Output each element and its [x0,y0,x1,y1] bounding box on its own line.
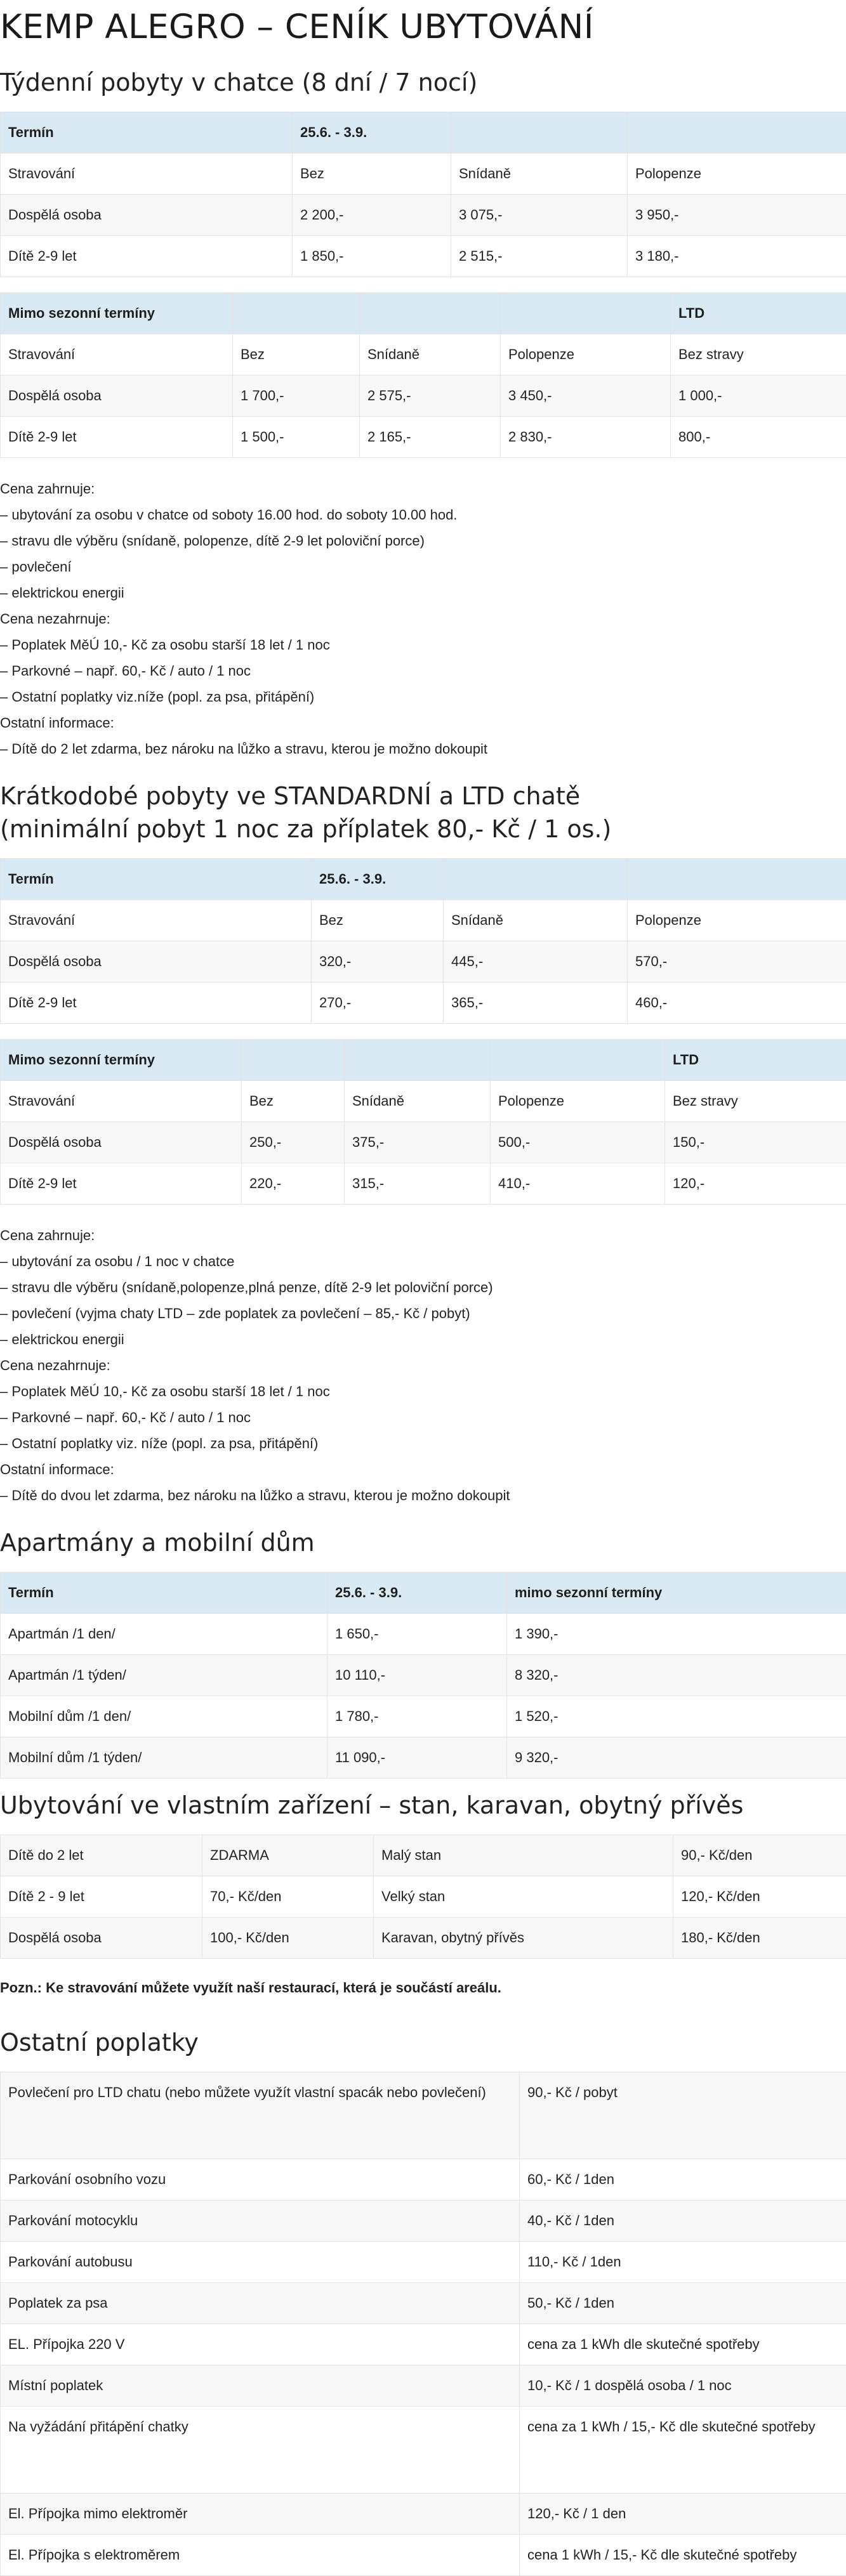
table-header-cell: 25.6. - 3.9. [327,1572,507,1614]
table-row [1,1163,846,1205]
table-cell: 3 180,- [628,236,846,277]
table-row [1,1655,846,1696]
table-header-cell [451,112,628,154]
table-cell: Poplatek za psa [1,2283,520,2324]
table-cell: Bez [312,900,444,941]
table-cell: 2 575,- [360,376,501,417]
short-offseason-table [0,1039,846,1205]
table-row [1,1614,846,1655]
table-cell: 800,- [671,417,846,458]
short-notes [0,1222,846,1508]
table-header-cell [444,859,628,900]
table-cell: Povlečení pro LTD chatu (nebo můžete využít vlastní spacák nebo povlečení) [1,2072,520,2159]
table-row [1,900,846,941]
table-cell: 40,- Kč / 1den [520,2200,846,2242]
table-cell: 100,- Kč/den [202,1918,374,1959]
table-cell: Místní poplatek [1,2365,520,2407]
table-cell: Dospělá osoba [1,1122,242,1163]
table-row [1,1081,846,1122]
table-row [1,1122,846,1163]
table-cell: 1 700,- [233,376,360,417]
table-row [1,2242,846,2283]
table-cell: Polopenze [628,900,846,941]
note-line: – Poplatek MěÚ 10,- Kč za osobu starší 18 let / 1 noc [0,1383,330,1399]
page-title: KEMP ALEGRO – CENÍK UBYTOVÁNÍ [0,8,594,46]
table-cell: Dítě 2 - 9 let [1,1876,202,1918]
table-header-cell: 25.6. - 3.9. [312,859,444,900]
table-cell: 120,- [665,1163,846,1205]
table-cell: 90,- Kč / pobyt [520,2072,846,2159]
table-row [1,2407,846,2494]
section-weekly-heading: Týdenní pobyty v chatce (8 dní / 7 nocí) [0,69,478,96]
table-cell: Snídaně [345,1081,491,1122]
table-row [1,417,846,458]
table-header-cell: LTD [671,293,846,334]
table-cell: 90,- Kč/den [673,1835,846,1876]
table-cell: Stravování [1,900,312,941]
table-header-cell [628,112,846,154]
table-cell: 220,- [242,1163,345,1205]
table-cell: 570,- [628,941,846,983]
table-header-cell: Mimo sezonní termíny [1,293,233,334]
table-row [1,983,846,1024]
table-row [1,2535,846,2576]
table-header-cell [501,293,671,334]
table-cell: 110,- Kč / 1den [520,2242,846,2283]
table-cell: Polopenze [491,1081,665,1122]
table-cell: Snídaně [360,334,501,376]
table-row [1,2159,846,2200]
table-cell: 10 110,- [327,1655,507,1696]
table-cell: Dítě 2-9 let [1,236,293,277]
table-row [1,195,846,236]
table-cell: 315,- [345,1163,491,1205]
table-cell: Snídaně [451,154,628,195]
table-cell: 2 200,- [293,195,451,236]
note-line: – Ostatní poplatky viz.níže (popl. za psa, přitápění) [0,689,315,705]
table-cell: 3 450,- [501,376,671,417]
note-line: – ubytování za osobu v chatce od soboty 16.00 hod. do soboty 10.00 hod. [0,507,458,523]
table-cell: EL. Přípojka 220 V [1,2324,520,2365]
table-cell: Apartmán /1 týden/ [1,1655,327,1696]
table-header-cell: Mimo sezonní termíny [1,1040,242,1081]
section-weekly-heading-wrap [0,66,846,99]
short-season-table [0,858,846,1024]
table-row [1,2324,846,2365]
table-header-cell [628,859,846,900]
table-cell: Velký stan [374,1876,673,1918]
weekly-offseason-table [0,292,846,458]
table-row [1,334,846,376]
table-cell: 320,- [312,941,444,983]
table-cell: 270,- [312,983,444,1024]
note-line: Ostatní informace: [0,1461,114,1477]
table-cell: Dospělá osoba [1,195,293,236]
note-line: Cena nezahrnuje: [0,1357,110,1373]
table-cell: El. Přípojka mimo elektroměr [1,2494,520,2535]
table-cell: Parkování osobního vozu [1,2159,520,2200]
table-header-row [1,293,846,334]
table-cell: 180,- Kč/den [673,1918,846,1959]
note-line: – Parkovné – např. 60,- Kč / auto / 1 noc [0,663,251,679]
table-row [1,1918,846,1959]
spacer [0,1024,846,1039]
table-cell: 1 000,- [671,376,846,417]
table-cell: Parkování motocyklu [1,2200,520,2242]
table-cell: 1 520,- [507,1696,846,1737]
restaurant-note: Pozn.: Ke stravování můžete využít naší restaurací, která je součástí areálu. [0,1980,501,1996]
table-cell: cena za 1 kWh dle skutečné spotřeby [520,2324,846,2365]
table-row [1,2200,846,2242]
table-cell: 2 515,- [451,236,628,277]
table-cell: 1 780,- [327,1696,507,1737]
table-cell: Dítě 2-9 let [1,983,312,1024]
note-line: Cena zahrnuje: [0,481,95,497]
table-row [1,1737,846,1779]
table-row [1,2365,846,2407]
table-cell: 70,- Kč/den [202,1876,374,1918]
table-cell: 1 650,- [327,1614,507,1655]
other-fees-table [0,2072,846,2576]
table-cell: Bez [233,334,360,376]
section-apartments-heading: Apartmány a mobilní dům [0,1529,315,1557]
table-cell: 3 950,- [628,195,846,236]
table-header-cell: LTD [665,1040,846,1081]
table-cell: 50,- Kč / 1den [520,2283,846,2324]
table-cell: 410,- [491,1163,665,1205]
table-header-cell [233,293,360,334]
table-row [1,2494,846,2535]
table-cell: Stravování [1,154,293,195]
apartments-table [0,1572,846,1779]
table-header-row [1,859,846,900]
note-line: – povlečení (vyjma chaty LTD – zde poplatek za povlečení – 85,- Kč / pobyt) [0,1305,470,1321]
table-row [1,376,846,417]
note-line: Ostatní informace: [0,715,114,731]
table-row [1,1876,846,1918]
table-cell: 9 320,- [507,1737,846,1779]
note-line: – stravu dle výběru (snídaně,polopenze,plná penze, dítě 2-9 let poloviční porce) [0,1279,493,1295]
section-short-heading-line2: (minimální pobyt 1 noc za příplatek 80,- Kč / 1 os.) [0,815,612,843]
table-row [1,154,846,195]
table-cell: 2 830,- [501,417,671,458]
section-short-heading-wrap [0,780,846,846]
table-row [1,236,846,277]
table-header-cell: 25.6. - 3.9. [293,112,451,154]
note-line: – Ostatní poplatky viz. níže (popl. za psa, přitápění) [0,1435,319,1451]
note-line: – stravu dle výběru (snídaně, polopenze, dítě 2-9 let poloviční porce) [0,533,425,549]
weekly-notes [0,476,846,762]
section-other-fees-heading: Ostatní poplatky [0,2029,199,2056]
table-header-cell [242,1040,345,1081]
table-cell: Dítě 2-9 let [1,1163,242,1205]
note-line: – elektrickou energii [0,585,124,601]
own-equipment-table [0,1834,846,1959]
table-cell: Polopenze [501,334,671,376]
table-cell: Karavan, obytný přívěs [374,1918,673,1959]
weekly-season-table [0,112,846,277]
table-cell: ZDARMA [202,1835,374,1876]
table-cell: 2 165,- [360,417,501,458]
section-short-heading-line1: Krátkodobé pobyty ve STANDARDNÍ a LTD chatě [0,782,581,810]
table-cell: Parkování autobusu [1,2242,520,2283]
table-header-cell [491,1040,665,1081]
table-cell: 365,- [444,983,628,1024]
table-cell: Polopenze [628,154,846,195]
table-cell: Stravování [1,334,233,376]
table-header-cell [345,1040,491,1081]
table-cell: 460,- [628,983,846,1024]
table-cell: 250,- [242,1122,345,1163]
note-line: – Parkovné – např. 60,- Kč / auto / 1 noc [0,1409,251,1425]
table-cell: 8 320,- [507,1655,846,1696]
table-cell: cena 1 kWh / 15,- Kč dle skutečné spotřeby [520,2535,846,2576]
section-own-equipment-heading-wrap [0,1789,846,1822]
table-cell: Bez [293,154,451,195]
table-row [1,941,846,983]
table-cell: Na vyžádání přitápění chatky [1,2407,520,2494]
table-cell: Mobilní dům /1 týden/ [1,1737,327,1779]
note-line: – elektrickou energii [0,1331,124,1347]
section-other-fees-heading-wrap [0,2026,846,2059]
table-header-cell: mimo sezonní termíny [507,1572,846,1614]
table-row [1,1696,846,1737]
note-line: – Poplatek MěÚ 10,- Kč za osobu starší 18 let / 1 noc [0,637,330,653]
table-cell: 11 090,- [327,1737,507,1779]
table-cell: 375,- [345,1122,491,1163]
note-line: – Dítě do 2 let zdarma, bez nároku na lůžko a stravu, kterou je možno dokoupit [0,741,487,757]
table-header-cell: Termín [1,859,312,900]
table-cell: 500,- [491,1122,665,1163]
note-line: – povlečení [0,559,72,575]
note-line: – Dítě do dvou let zdarma, bez nároku na lůžko a stravu, kterou je možno dokoupit [0,1487,510,1503]
table-row [1,2283,846,2324]
section-apartments-heading-wrap [0,1526,846,1559]
table-cell: Bez [242,1081,345,1122]
table-cell: 10,- Kč / 1 dospělá osoba / 1 noc [520,2365,846,2407]
table-header-row [1,112,846,154]
table-cell: cena za 1 kWh / 15,- Kč dle skutečné spotřeby [520,2407,846,2494]
section-own-equipment-heading: Ubytování ve vlastním zařízení – stan, karavan, obytný přívěs [0,1791,744,1819]
table-cell: Malý stan [374,1835,673,1876]
table-cell: Dospělá osoba [1,941,312,983]
table-cell: 1 390,- [507,1614,846,1655]
table-header-row [1,1040,846,1081]
table-cell: 1 500,- [233,417,360,458]
table-header-row [1,1572,846,1614]
table-cell: El. Přípojka s elektroměrem [1,2535,520,2576]
table-cell: 120,- Kč/den [673,1876,846,1918]
table-cell: Snídaně [444,900,628,941]
table-cell: Stravování [1,1081,242,1122]
table-cell: 445,- [444,941,628,983]
note-line: Cena zahrnuje: [0,1227,95,1243]
table-row [1,1835,846,1876]
note-line: – ubytování za osobu / 1 noc v chatce [0,1253,235,1269]
table-cell: Bez stravy [665,1081,846,1122]
table-cell: Mobilní dům /1 den/ [1,1696,327,1737]
table-row [1,2072,846,2159]
table-header-cell: Termín [1,1572,327,1614]
table-cell: 1 850,- [293,236,451,277]
table-cell: Dítě 2-9 let [1,417,233,458]
table-cell: 60,- Kč / 1den [520,2159,846,2200]
table-cell: Dospělá osoba [1,376,233,417]
table-header-cell: Termín [1,112,293,154]
table-header-cell [360,293,501,334]
table-cell: Apartmán /1 den/ [1,1614,327,1655]
table-cell: Bez stravy [671,334,846,376]
table-cell: 150,- [665,1122,846,1163]
spacer [0,277,846,292]
table-cell: Dospělá osoba [1,1918,202,1959]
table-cell: 120,- Kč / 1 den [520,2494,846,2535]
table-cell: 3 075,- [451,195,628,236]
note-line: Cena nezahrnuje: [0,611,110,627]
table-cell: Dítě do 2 let [1,1835,202,1876]
